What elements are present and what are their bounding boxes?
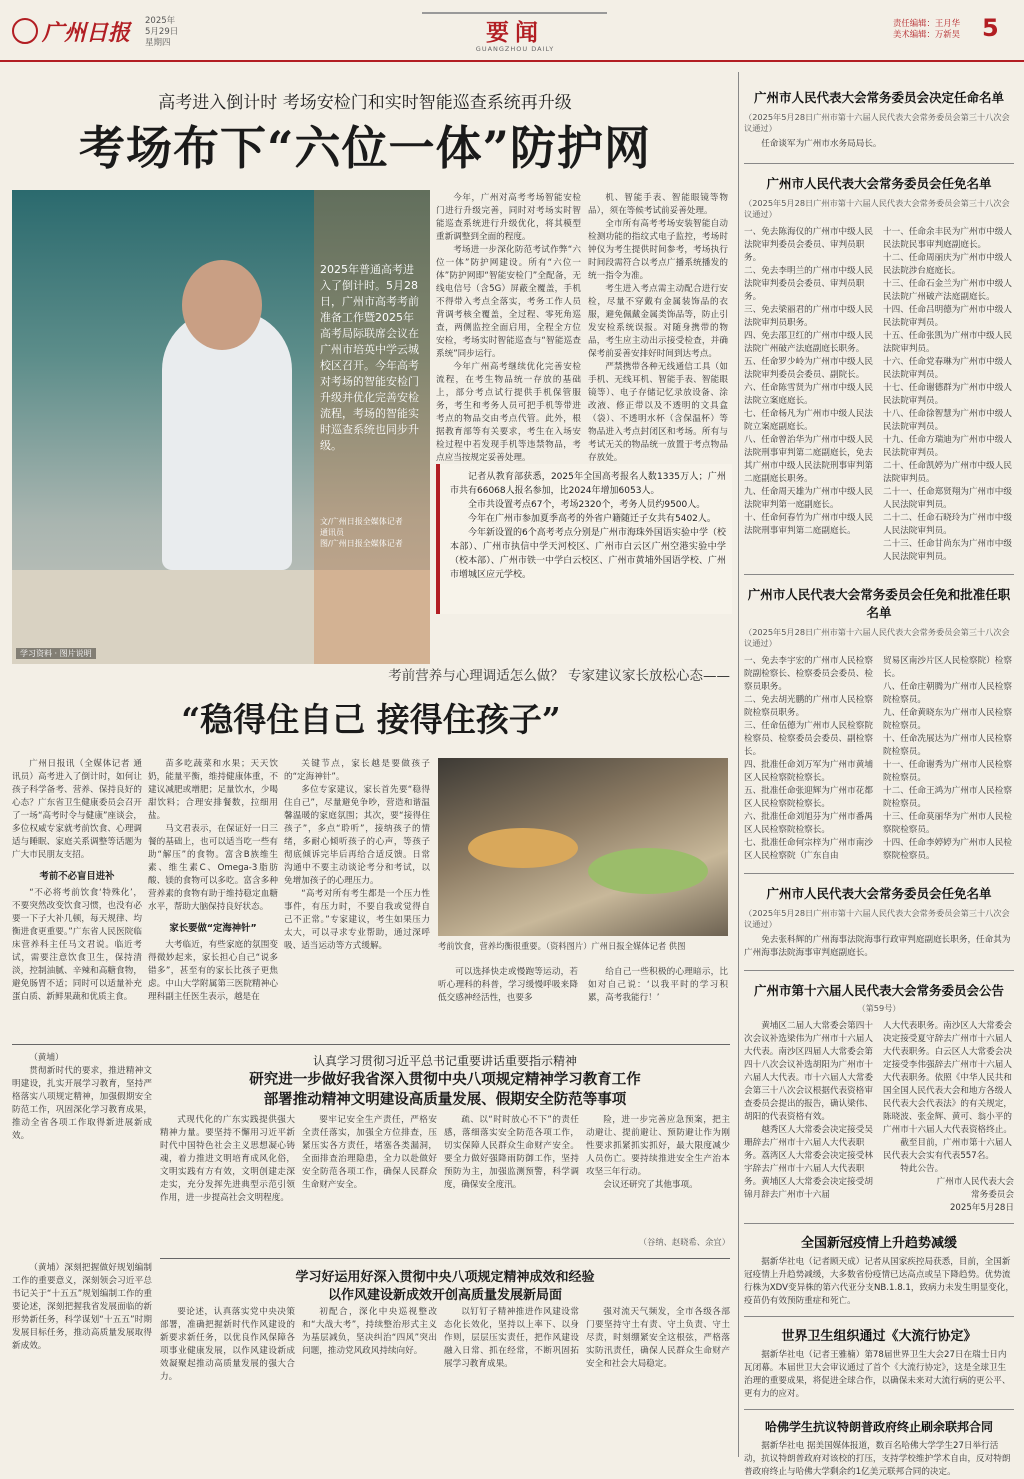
second-subhead-1: 考前不必盲目进补 — [39, 871, 115, 882]
stats-registration: 记者从教育部获悉，2025年全国高考报名人数1335万人；广州市共有66068人报名参加，比2024年增加6053人。 — [450, 472, 726, 496]
second-col2: 苗多吃蔬菜和水果；天天饮奶，能量平衡，维持健康体重，不建议减肥或增肥；足量饮水，少喝甜饮料；合理安排餐数，拉细用盐。 马文君表示，在保证好一日三餐的基础上，也可以适当吃一些有助“解压”的食物。富含B族维生素、维生素C、Omega-3脂肪酸、镁的食物可以多吃。富含多种营养素的食物有助于维持稳定血糖水平，帮助大脑保持良好状态。 家长要做“定海神针” 大考临近，有些家庭的氛围变得微妙起来，家长担心自己“说多错多”，甚至有的家长比孩子更焦虑。中山大学附属第三医院精神心理科副主任医生表示，越是在 — [148, 759, 278, 1002]
notice-1-sub: （2025年5月28日广州市第十六届人民代表大会常务委员会第三十八次会议通过） — [744, 112, 1010, 133]
second-col4b: 给自己一些积极的心理暗示，比如对自己说：‘以我平时的学习积累，高考我能行！’ — [588, 967, 728, 1003]
lead-headline: 考场布下“六位一体”防护网 — [79, 121, 651, 175]
notice-3-sub: （2025年5月28日广州市第十六届人民代表大会常务委员会第三十八次会议通过） — [744, 627, 1010, 648]
notice-5-title: 广州市第十六届人民代表大会常务委员会公告 — [753, 983, 1004, 998]
news-covid-title: 全国新冠疫情上升趋势减缓 — [800, 1236, 957, 1251]
news-who-text: 据新华社电（记者王雅楠）第78届世界卫生大会27日在瑞士日内瓦闭幕。本届世卫大会审议通过了首个《大流行协定》，这是全球卫生治理的重要成果，将促进全球合作，以确保未来对大流行病的更公平、更有力的应对。 — [744, 1350, 1011, 1399]
notice-divider-4 — [744, 970, 1014, 971]
fourth-col3: 以钉钉子精神推进作风建设常态化长效化，坚持以上率下、以身作则，层层压实责任，把作风建设融入日常、抓在经常，不断巩固拓展学习教育成果。 — [444, 1307, 579, 1369]
notice-2-sub: （2025年5月28日广州市第十六届人民代表大会常务委员会第三十八次会议通过） — [744, 198, 1010, 219]
issue-date: 2025年 5月29日 星期四 — [145, 16, 179, 48]
second-subhead-2: 家长要做“定海神针” — [169, 923, 257, 934]
stats-new-sites: 今年新设置的6个高考考点分别是广州市海珠外国语实验中学（校本部）、广州市执信中学天河校区、广州市白云区广州空港实验中学（校本部）、广州市铁一中学白云校区、广州市黄埔外国语学校、广州市增城区应元学校。 — [450, 528, 726, 580]
lead-body-col1: 今年，广州对高考考场智能安检门进行升级完善，同时对考场实时智能巡查系统进行升级优化，将其模型重新调整到全面的程度。 考场进一步深化防范考试作弊“六位一体”防护网建设。所有“六位一体”防护网即“智能安检门”全配备，无线电信号（含5G）屏蔽全覆盖，手机不得带入考点全落实，考务工作人员背调考核全覆盖，全过程、零死角巡查，两侧监控全面启用，全程全方位安检，考场实时智能巡查与“智能巡查系统”同步运行。 今年广州高考继续优化完善安检流程，在考生物品统一存放的基础上，部分考点试行提供手机保管服务，考生和考务人员可把手机等带进考点的物品交由考点代管。此外，根据教育部等有关要求，考生在入场安检过程中若发现手机等违禁物品，考点应当按规定妥善处理。 — [436, 193, 581, 463]
food-tray-1 — [468, 828, 578, 868]
divider-1 — [12, 1044, 730, 1045]
notice-4-title: 广州市人民代表大会常务委员会任免名单 — [766, 886, 992, 901]
notice-3-right: 贸易区南沙片区人民检察院）检察长。 八、任命庄朝腾为广州市人民检察院检察员。 九、任命黄晓东为广州市人民检察院检察员。 十、任命冼展达为广州市人民检察院检察员。 十一、任命谢秀为广州市人民检察院检察员。 十二、任命王鸿为广州市人民检察院检察员。 十三、任命莫丽华为广州市人民检察院检察员。 十四、任命李婷婷为广州市人民检察院检察员。 — [883, 656, 1012, 861]
stats-box — [436, 464, 732, 614]
third-title-1: 认真学习贯彻习近平总书记重要讲话重要指示精神 — [312, 1054, 577, 1068]
masthead — [0, 0, 1024, 62]
news-harvard-text: 据新华社电 据美国媒体报道，数百名哈佛大学学生27日举行活动，抗议特朗普政府对该校的打压，支持学校维护学术自由，反对特朗普政府终止与哈佛大学剩余约1亿美元联邦合同的决定。 — [744, 1441, 1011, 1477]
notice-2-title: 广州市人民代表大会常务委员会任免名单 — [766, 176, 992, 191]
notice-divider-6 — [744, 1316, 1014, 1317]
lead-photo — [12, 190, 430, 664]
notice-divider-3 — [744, 873, 1014, 874]
second-col3: 关键节点，家长越是要做孩子的“定海神针”。 多位专家建议，家长首先要“稳得住自己”，尽量避免争吵，营造和谐温馨温暖的家庭氛围；其次，要“接得住孩子”，多点“聆听”，接纳孩子的情绪，多耐心倾听孩子的心声，等孩子彻底倾诉完毕后再给合适反馈。日常沟通中不要主动谈论考分和考试，以免增加孩子的心理压力。 “高考对所有考生都是一个压力性事件，有压力时，不要自我或觉得自己不正常。”专家建议，考生如果压力太大，可以寻求专业帮助，通过深呼吸、适当运动等方式缓解。 — [284, 759, 430, 951]
fourth-col2: 初配合，深化中央巡视整改和“大战大考”，持续整治形式主义为基层减负，坚决纠治“四风”突出问题，推动党风政风持续向好。 — [302, 1307, 437, 1356]
photo-bottom-label: 学习资料 · 图片说明 — [16, 648, 96, 659]
right-column — [744, 88, 1014, 1477]
third-byline: （谷纳、赵晓希、余宜） — [638, 1237, 730, 1247]
notice-3-left: 一、免去李宇宏的广州市人民检察院副检察长、检察委员会委员、检察员职务。 二、免去胡光鹏的广州市人民检察院检察员职务。 三、任命伍德为广州市人民检察院检察员、检察委员会委员、副检察长。 四、批准任命刘万军为广州市黄埔区人民检察院检察长。 五、批准任命张迎辉为广州市花都区人民检察院检察长。 六、批准任命刘旭芬为广州市番禺区人民检察院检察长。 七、批准任命何宗梓为广州市南沙区人民检察院（广东自由 — [744, 656, 873, 861]
editor-credits: 责任编辑：王月华 美术编辑：万新昊 — [893, 18, 960, 39]
notice-5-right: 人大代表职务。南沙区人大常委会决定接受夏守辞去广州市十六届人大代表职务。白云区人大常委会决定接受李伟强辞去广州市十六届人大代表职务。依照《中华人民共和国全国人民代表大会和地方各级人民代表大会代表法》的有关规定，陈晓波、张金辉、黄可、翁小平的广州市十六届人大代表资格终止。 截至目前，广州市第十六届人民代表大会实有代表557名。 特此公告。 广州市人民代表大会 常务委员会 2025年5月28日 — [883, 1021, 1014, 1213]
news-harvard-title: 哈佛学生抗议特朗普政府终止刷余联邦合同 — [764, 1420, 993, 1434]
third-lead-col: （黄埔） 贯彻新时代的要求，推进精神文明建设，扎实开展学习教育，坚持严格落实八项规定精神，加强假期安全防范工作，巩固深化学习教育成果，推动全省各项工作取得新进展新成效。 — [12, 1053, 152, 1141]
news-who-title: 世界卫生组织通过《大流行协定》 — [781, 1329, 977, 1344]
fourth-lead-col: （黄埔）深刻把握做好规划编制工作的重要意义，深刻领会习近平总书记关于“十五五”规划编制工作的重要论述，深刻把握我省发展面临的新形势新任务，科学谋划“十五五”时期发展目标任务，推动高质量发展取得新成效。 — [12, 1263, 152, 1351]
notice-2-right: 十一、任命余丰民为广州市中级人民法院民事审判庭副庭长。 十二、任命周丽庆为广州市中级人民法院涉台庭庭长。 十三、任命石金兰为广州市中级人民法院广州破产法庭副庭长。 十四、任命吕明德为广州市中级人民法院审判员。 十五、任命张凯为广州市中级人民法院审判员。 十六、任命党春琳为广州市中级人民法院审判员。 十七、任命谢德群为广州市中级人民法院审判员。 十八、任命徐智慧为广州市中级人民法院审判员。 十九、任命方瑞迪为广州市中级人民法院审判员。 二十、任命凯婷为广州市中级人民法院审判员。 二十一、任命郑贤翔为广州市中级人民法院审判员。 二十二、任命石晓玲为广州市中级人民法院审判员。 二十三、任命甘尚东为广州市中级人民法院审判员。 — [883, 227, 1012, 562]
section-pinyin: GUANGZHOU DAILY — [475, 45, 555, 53]
third-title-2: 研究进一步做好我省深入贯彻中央八项规定精神学习教育工作 — [249, 1072, 641, 1088]
stats-sites: 全市共设置考点67个，考场2320个，考务人员约9500人。 — [468, 500, 706, 510]
third-col2: 要牢记安全生产责任，严格安全责任落实，加强全方位排查，压紧压实各方责任，堵塞各类漏洞，全面排查治理隐患，全力以赴做好安全防范各项工作，确保人民群众生命财产安全。 — [302, 1115, 437, 1190]
second-photo — [438, 758, 728, 936]
lead-body-col2: 机、智能手表、智能眼镜等物品），须在等候考试前妥善处理。 全市所有高考考场安装智能自动检测功能的指纹式电子监控，考场时钟仪为考生提供时间参考，考场执行时间段需符合以考点广播系统播发的统一指令为准。 考生进入考点需主动配合进行安检，尽量不穿戴有金属装饰品的衣服，避免佩戴金属类饰品等，防止引发安检系统误报。对随身携带的物品，考生应主动出示接受检查，并确保考前妥善安排好时间到达考点。 严禁携带各种无线通信工具（如手机、无线耳机、智能手表、智能眼镜等）、电子存储记忆录放设备、涂改液、修正带以及不透明的文具盒（袋）、不透明水杯（含保温杯）等物品进入考点封闭区和考场。所有与考试无关的物品统一放置于考点物品存放处。 — [588, 193, 728, 463]
section-title: 要闻 — [486, 19, 544, 46]
lead-kicker: 高考进入倒计时 考场安检门和实时智能巡查系统再升级 — [158, 93, 572, 113]
notice-1-title: 广州市人民代表大会常务委员会决定任命名单 — [753, 90, 1004, 105]
photo-caption: 2025年普通高考进入了倒计时。5月28日，广州市高考考前准备工作暨2025年高考局际联席会议在广州市培英中学云城校区召开。今年高考对考场的智能安检门升级并优化完善安检流程，考场的智能实时巡查系统也同步升级。 — [320, 263, 419, 452]
fourth-col1: 要论述，认真落实党中央决策部署，准确把握新时代作风建设的新要求新任务，以优良作风保障各项事业健康发展，以作风建设新成效凝聚起推动高质量发展的强大合力。 — [160, 1307, 295, 1382]
photo-credits: 文/广州日报全媒体记者 通讯员 图/广州日报全媒体记者 — [320, 517, 403, 548]
third-title-3: 部署推动精神文明建设高质量发展、假期安全防范等事项 — [263, 1092, 627, 1108]
second-col4a: 可以选择快走或慢跑等运动，若听心理科的科普，学习缓慢呼吸来降低交感神经活性，也要多 — [438, 967, 578, 1003]
second-photo-caption: 考前饮食，营养均衡很重要。（资料图片）广州日报全媒体记者 供图 — [438, 941, 686, 951]
third-col1: 式现代化的广东实践提供强大精神力量。要坚持不懈用习近平新时代中国特色社会主义思想凝心铸魂，着力推进文明培育成风化俗，文明实践有方有效，文明创建走深走实，充分发挥先进典型示范引领作用，进一步提高社会文明程度。 — [160, 1115, 295, 1203]
notice-divider-2 — [744, 574, 1014, 575]
fourth-col4: 强对流天气频发，全市各级各部门要坚持守土有责、守土负责、守土尽责，时刻绷紧安全这根弦，严格落实防汛责任，确保人民群众生命财产安全和社会大局稳定。 — [586, 1307, 730, 1369]
fourth-title-2: 以作风建设新成效开创高质量发展新局面 — [327, 1288, 562, 1303]
second-kicker: 考前营养与心理调适怎么做？ 专家建议家长放松心态—— — [388, 668, 730, 684]
logo — [12, 18, 38, 44]
right-column-divider — [738, 72, 739, 1457]
masthead-underline — [0, 60, 1024, 62]
page-number: 5 — [982, 14, 999, 42]
third-col3: 疏、以“时时放心不下”的责任感，落细落实安全防范各项工作，切实保障人民群众生命财产安全。要全力做好强降雨防御工作，坚持预防为主，加强监测预警，科学调度，确保安全度汛。 — [444, 1115, 579, 1190]
student-head — [182, 260, 262, 350]
logo-text: 广州日报 — [42, 20, 131, 46]
notice-3-title: 广州市人民代表大会常务委员会任免和批准任职名单 — [747, 587, 1011, 620]
notice-divider-5 — [744, 1223, 1014, 1224]
food-tray-2 — [588, 848, 708, 894]
notice-2-left: 一、免去陈海仪的广州市中级人民法院审判委员会委员、审判员职务。 二、免去李明兰的广州市中级人民法院审判委员会委员、审判员职务。 三、免去梁丽君的广州市中级人民法院审判员职务。 四、免去邵卫红的广州市中级人民法院广州破产法庭副庭长职务。 五、任命罗少岭为广州市中级人民法院审判委员会委员、副院长。 六、任命陈雪贤为广州市中级人民法院立案庭庭长。 七、任命杨凡为广州市中级人民法院立案庭副庭长。 八、任命曾治华为广州市中级人民法院刑事审判第二庭副庭长，免去其广州市中级人民法院刑事审判第二庭副庭长职务。 九、任命周天雄为广州市中级人民法院审判第一庭副庭长。 十、任命何春竹为广州市中级人民法院刑事审判第二庭副庭长。 — [744, 227, 873, 536]
divider-2 — [160, 1258, 730, 1259]
second-headline: “稳得住自己 接得住孩子” — [181, 700, 561, 739]
notice-divider-1 — [744, 163, 1014, 164]
fourth-title-1: 学习好运用好深入贯彻中央八项规定精神成效和经验 — [295, 1270, 595, 1285]
news-covid-text: 据新华社电（记者顾天成）记者从国家疾控局获悉，目前，全国新冠疫情上升趋势减缓，大多数省份疫情已达高点或呈下降趋势。优势流行株为XDV变异株的第六代亚分支NB.1.8.1，致病力未发生明显变化，疫苗仍有效预防重症和死亡。 — [744, 1257, 1014, 1306]
third-col4: 险，进一步完善应急预案，把主动避让、提前避让、预防避让作为刚性要求抓紧抓实抓好，最大限度减少人员伤亡。要持续推进安全生产治本攻坚三年行动。 会议还研究了其他事项。 — [586, 1115, 730, 1190]
notice-5-left: 黄埔区二届人大常委会第四十次会议补选梁伟为广州市十六届人大代表。南沙区四届人大常委会第四十八次会议补选胡阳为广州市十六届人大代表。市十六届人大常委会第三十八次会议根据代表资格审查委员会提出的报告，确认梁伟、胡阳的代表资格有效。 越秀区人大常委会决定接受吴珊辞去广州市十六届人大代表职务。荔湾区人大常委会决定接受林宇辞去广州市十六届人大代表职务。黄埔区人大常委会决定接受胡锦月辞去广州市十六届 — [744, 1021, 873, 1200]
second-col1: 广州日报讯（全媒体记者 通讯员）高考进入了倒计时，如何让孩子科学备考、营养、保持良好的心态？广东省卫生健康委员会召开了一场“高考时令与健康”座谈会，多位权威专家就考前饮食、心理调适与睡眠、家庭关系调整等话题为广大市民朋友支招。 考前不必盲目进补 “不必将考前饮食‘特殊化’，不要突然改变饮食习惯，也没有必要一下子大补几顿，每天规律、均衡进食更重要。”广东省人民医院临床营养科主任马文君说。临近考试，需要注意饮食卫生，保持清淡，控制油腻、辛辣和高糖食物，避免肠胃不适；同时可以适量补充蛋白质、新鲜果蔬和优质主食。 — [12, 759, 142, 1002]
notice-1-item: 任命谈军为广州市水务局局长。 — [761, 139, 882, 149]
notice-divider-7 — [744, 1409, 1014, 1410]
stats-migrant: 今年在广州市参加夏季高考的外省户籍随迁子女共有5402人。 — [468, 514, 716, 524]
notice-4-item: 免去张科辉的广州海事法院海事行政审判庭副庭长职务，任命其为广州海事法院海事审判庭副庭长。 — [744, 935, 1011, 958]
notice-4-sub: （2025年5月28日广州市第十六届人民代表大会常务委员会第三十八次会议通过） — [744, 908, 1010, 929]
notice-5-sub: （第59号） — [857, 1003, 901, 1013]
